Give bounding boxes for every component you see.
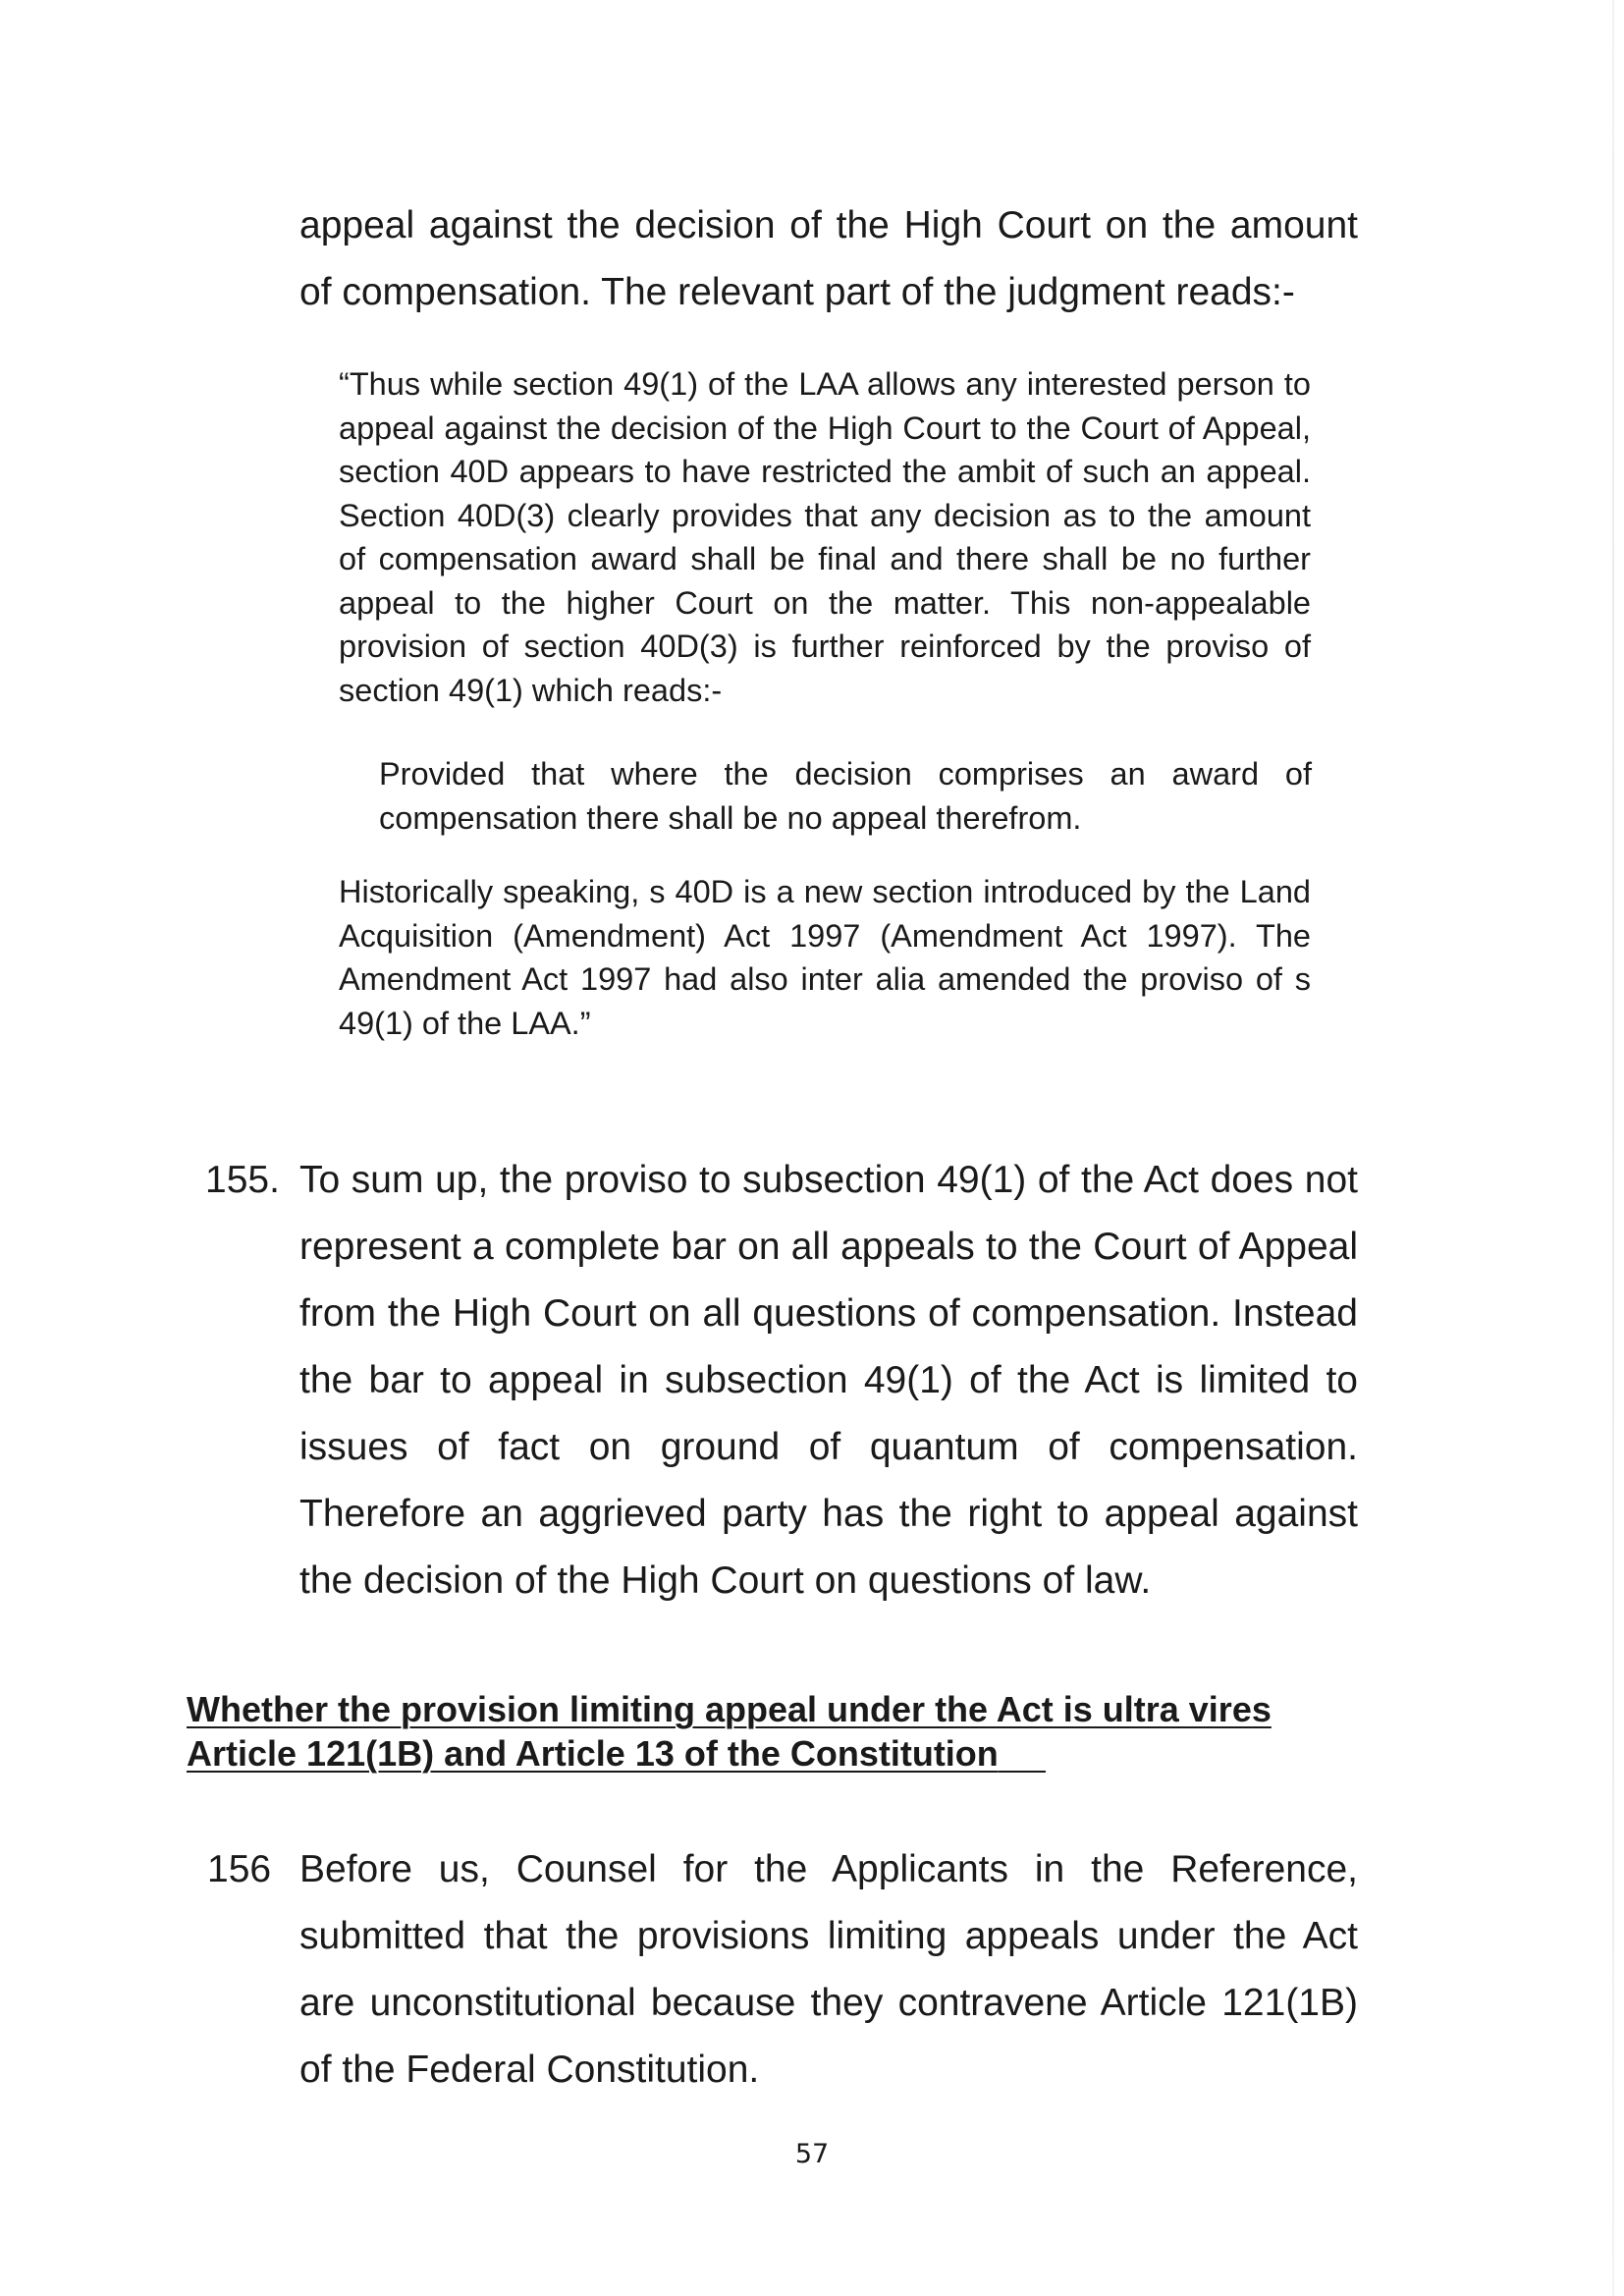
paragraph-text: Before us, Counsel for the Applicants in the Reference, submitted that the provisions limiting appeals under the Act are unconstitutional because they contravene Article 121(1B) of the Federal Constitution.: [299, 1848, 1358, 2091]
intro-paragraph: appeal against the decision of the High Court on the amount of compensation. The relevant part of the judgment reads:-: [299, 204, 1358, 313]
paragraph-text: To sum up, the proviso to subsection 49(1) of the Act does not represent a complete bar on all appeals to the Court of Appeal from the High Court on all questions of compensation. Instead the bar to appeal in subsection 49(1) of the Act is limited to issues of fact on ground of quantum of compensation. Therefore an aggrieved party has the right to appeal against the decision of the High Court on questions of law.: [299, 1159, 1358, 1602]
page-number: 57: [794, 2139, 830, 2169]
section-heading-line-2: Article 121(1B) and Article 13 of the Constitution: [187, 1731, 1375, 1776]
section-heading-line-1: Whether the provision limiting appeal under the Act is ultra vires: [187, 1689, 1272, 1729]
judgment-quote-continuation: Historically speaking, s 40D is a new section introduced by the Land Acquisition (Amendment) Act 1997 (Amendment Act 1997). The Amendment Act 1997 had also inter alia amended the proviso of s 49(1) of the LAA.”: [339, 874, 1311, 1041]
paragraph-number: 155.: [205, 1159, 280, 1201]
section-heading: [187, 1687, 1375, 1776]
scan-edge: [1612, 0, 1614, 2296]
judgment-quote: “Thus while section 49(1) of the LAA allows any interested person to appeal against the decision of the High Court to the Court of Appeal, section 40D appears to have restricted the ambit of such an appeal. Section 40D(3) clearly provides that any decision as to the amount of compensation award shall be final and there shall be no further appeal to the higher Court on the matter. This non-appealable provision of section 40D(3) is further reinforced by the proviso of section 49(1) which reads:-: [339, 366, 1311, 708]
paragraph-number: 156: [207, 1848, 272, 1890]
quoted-proviso: Provided that where the decision comprises an award of compensation there shall be no appeal therefrom.: [379, 756, 1312, 836]
